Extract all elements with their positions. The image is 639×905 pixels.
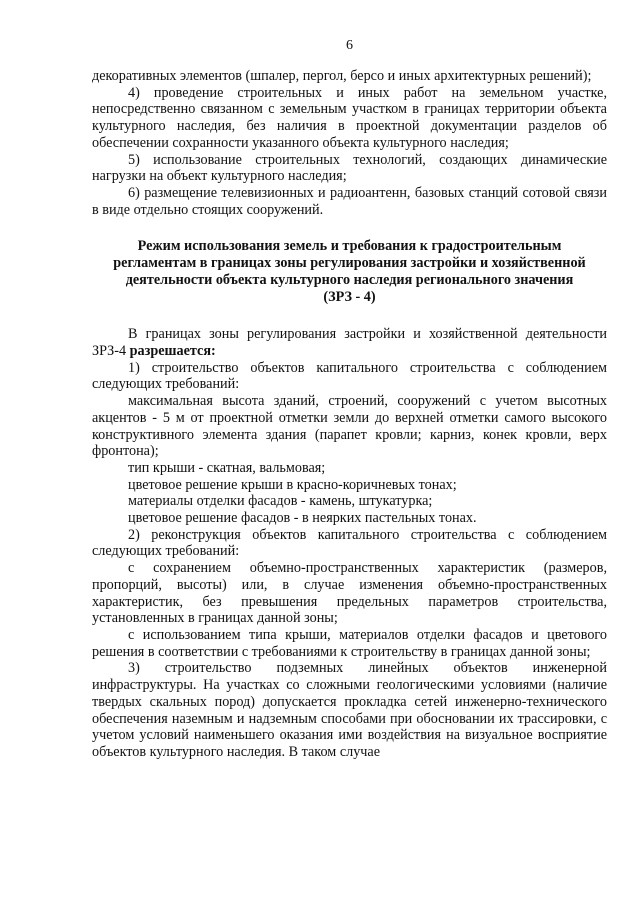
paragraph-requirement-materials: материалы отделки фасадов - камень, штукатурка; xyxy=(128,493,433,510)
section-heading xyxy=(92,238,607,306)
paragraph-item-3: 3) строительство подземных линейных объектов инженерной инфраструктуры. На участках со сложными геологическими условиями (наличие твердых скальных пород) допускается прокладка сетей инженерно-технического обеспечения наземным и надземным способами при обосновании их трассировки, с учетом условий наименьшего оказания ими воздействия на визуальное восприятие объектов культурного наследия. В таком случае xyxy=(92,660,607,760)
heading-line-3: деятельности объекта культурного наследия регионального значения xyxy=(125,272,574,289)
paragraph-item-5: 5) использование строительных технологий, создающих динамические нагрузки на объект культурного наследия; xyxy=(92,151,607,185)
paragraph-decorative-elements: декоративных элементов (шпалер, пергол, берсо и иных архитектурных решений); xyxy=(92,68,592,84)
paragraph-requirement-height: максимальная высота зданий, строений, сооружений с учетом высотных акцентов - 5 м от проектной отметки земли до верхней отметки самого высокого конструктивного элемента здания (парапет кровли; карниз, конек кровли, верх фронтона); xyxy=(92,393,607,460)
heading-line-1: Режим использования земель и требования к градостроительным xyxy=(137,238,562,255)
paragraph-requirement-roof-use: с использованием типа крыши, материалов отделки фасадов и цветового решения в соответствии с требованиями к строительству в границах данной зоны; xyxy=(92,626,607,660)
paragraph-item-4: 4) проведение строительных и иных работ на земельном участке, непосредственно связанном с земельным участком в границах территории объекта культурного наследия, без наличия в проектной документации разделов об обеспечении сохранности указанного объекта культурного наследия; xyxy=(92,84,607,151)
paragraph-requirement-facade-color: цветовое решение фасадов - в неярких пастельных тонах. xyxy=(128,510,477,527)
intro-text: В границах зоны регулирования застройки и хозяйственной деятельности ЗРЗ-4 xyxy=(92,326,607,360)
paragraph-item-2: 2) реконструкция объектов капитального строительства с соблюдением следующих требований: xyxy=(92,526,607,560)
paragraph-requirement-roof-type: тип крыши - скатная, вальмовая; xyxy=(128,459,326,476)
intro-permitted: разрешается: xyxy=(129,343,216,360)
paragraph-intro xyxy=(92,326,607,359)
page-number: 6 xyxy=(346,38,353,53)
paragraph-requirement-roof-color: цветовое решение крыши в красно-коричневых тонах; xyxy=(128,476,457,493)
paragraph-item-6: 6) размещение телевизионных и радиоантенн, базовых станций сотовой связи в виде отдельно стоящих сооружений. xyxy=(92,184,607,218)
paragraph-item-1: 1) строительство объектов капитального строительства с соблюдением следующих требований: xyxy=(92,359,607,393)
heading-line-4: (ЗРЗ - 4) xyxy=(323,289,376,306)
heading-line-2: регламентам в границах зоны регулирования застройки и хозяйственной xyxy=(113,255,586,272)
paragraph-requirement-preserve: с сохранением объемно-пространственных характеристик (размеров, пропорций, высоты) или, в случае изменения объемно-пространственных характеристик, без превышения предельных параметров строительства, установленных в границах данной зоны; xyxy=(92,560,607,627)
